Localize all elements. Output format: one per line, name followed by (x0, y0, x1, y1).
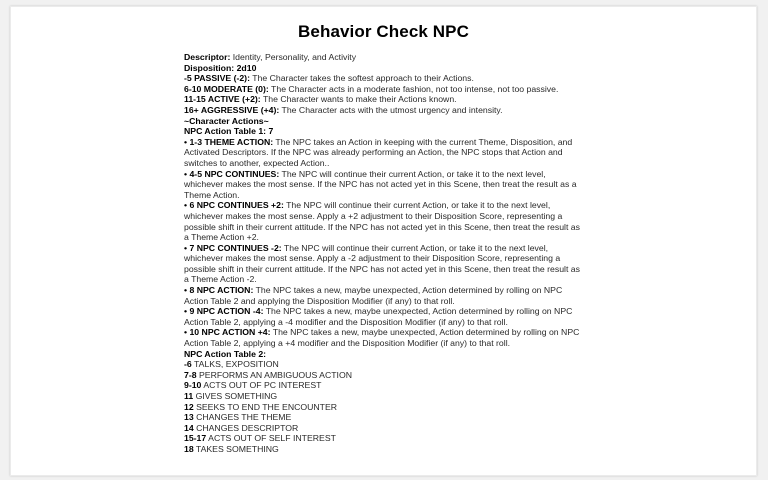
table1-heading-text: NPC Action Table 1: 7 (184, 126, 274, 137)
bullet-icon: • (184, 136, 190, 147)
table1-entry-text: The NPC takes a new, maybe unexpected, Action determined by rolling on NPC Action Table 2, applying a +4 modifier and the Disposition Modifier (if any) to that roll. (184, 327, 580, 349)
intro-line (184, 94, 580, 105)
intro-line (184, 84, 580, 95)
intro-label: 11-15 ACTIVE (+2): (184, 94, 261, 105)
page-title: Behavior Check NPC (298, 22, 469, 41)
table1-entry (184, 306, 580, 327)
intro-label: 6-10 MODERATE (0): (184, 83, 269, 94)
table2-entry (184, 433, 580, 444)
table2-entry-range: 11 (184, 391, 194, 401)
table2-entry-range: 7-8 (184, 369, 197, 380)
intro-text: The Character acts with the utmost urgency and intensity. (279, 104, 503, 115)
bullet-icon: • (184, 327, 190, 338)
table2-entry-range: 9-10 (184, 380, 202, 391)
intro-section (184, 52, 580, 116)
character-actions-heading (184, 116, 580, 127)
bullet-icon: • (184, 200, 190, 211)
table2-entry-range: 15-17 (184, 433, 207, 444)
table1-heading (184, 126, 580, 137)
table2-entry (184, 391, 580, 402)
table2-entry-action: ACTS OUT OF SELF INTEREST (206, 433, 336, 444)
intro-label: -5 PASSIVE (-2): (184, 73, 250, 84)
table2-entry-action: ACTS OUT OF PC INTEREST (201, 380, 322, 391)
table2-entry (184, 423, 580, 434)
table1-entry (184, 243, 580, 285)
table1-section (184, 137, 580, 349)
table1-entry-text: The NPC takes a new, maybe unexpected, Action determined by rolling on NPC Action Table 2, applying a -4 modifier and the Disposition Modifier (if any) to that roll. (184, 306, 573, 327)
table2-entry-action: CHANGES DESCRIPTOR (193, 422, 299, 433)
table1-entry-label: 1-3 THEME ACTION: (189, 136, 274, 147)
table2-entry (184, 412, 580, 423)
table1-entry-label: 9 NPC ACTION -4: (189, 306, 264, 317)
table1-entry-label: 6 NPC CONTINUES +2: (189, 200, 284, 211)
bullet-icon: • (184, 306, 190, 317)
table1-entry-text: The NPC will continue their current Action, or take it to the next level, whichever makes the most sense. If the NPC has not acted yet in this Scene, then treat the result as a Theme Action. (184, 168, 577, 200)
table2-entry-range: 18 (184, 443, 194, 454)
intro-line (184, 73, 580, 84)
table1-entry-label: 4-5 NPC CONTINUES: (189, 168, 280, 179)
table1-entry (184, 285, 580, 306)
table1-entry-text: The NPC takes a new, maybe unexpected, Action determined by rolling on NPC Action Table 2 and applying the Disposition Modifier (if any) to that roll. (184, 285, 563, 306)
intro-label: Descriptor: (184, 52, 231, 62)
bullet-icon: • (184, 242, 190, 253)
table2-entry-action: SEEKS TO END THE ENCOUNTER (193, 401, 338, 412)
table1-entry-text: The NPC takes an Action in keeping with the current Theme, Disposition, and Activated Descriptors. If the NPC was already performing an Action, the NPC stops that Action and switches to another, expected Action.. (184, 136, 573, 168)
table2-entry-action: TAKES SOMETHING (193, 443, 279, 454)
table2-entry-range: 12 (184, 401, 194, 412)
table2-entry-action: CHANGES THE THEME (193, 412, 292, 423)
table2-heading-text: NPC Action Table 2: (184, 348, 267, 359)
table2-entry-range: 14 (184, 422, 194, 433)
table2-section (184, 359, 580, 454)
table2-entry-action: PERFORMS AN AMBIGUOUS ACTION (196, 369, 352, 380)
table2-entry (184, 444, 580, 455)
intro-label: Disposition: 2d10 (184, 62, 257, 73)
document-body (184, 52, 580, 455)
table2-entry-action: TALKS, EXPOSITION (191, 359, 279, 370)
table2-heading (184, 349, 580, 360)
table1-entry (184, 137, 580, 169)
table2-entry-range: 13 (184, 412, 194, 423)
table1-entry (184, 200, 580, 242)
table1-entry (184, 169, 580, 201)
intro-text: The Character acts in a moderate fashion, not too intense, not too passive. (268, 83, 559, 94)
character-actions-heading-text: ~Character Actions~ (184, 115, 269, 126)
table2-entry (184, 380, 580, 391)
intro-line (184, 63, 580, 74)
table1-entry (184, 327, 580, 348)
table2-entry-action: GIVES SOMETHING (193, 391, 278, 401)
intro-label: 16+ AGGRESSIVE (+4): (184, 104, 280, 115)
table1-entry-text: The NPC will continue their current Action, or take it to the next level, whichever makes the most sense. Apply a -2 adjustment to their Disposition Score, representing a possible shift in their current attitude. If the NPC has not acted yet in this Scene, then treat the result as a Theme Action -2. (184, 242, 580, 285)
intro-text: The Character takes the softest approach to their Actions. (249, 73, 474, 84)
intro-text: Identity, Personality, and Activity (230, 52, 357, 62)
table1-entry-label: 7 NPC CONTINUES -2: (189, 242, 282, 253)
table2-entry (184, 359, 580, 370)
table1-entry-label: 8 NPC ACTION: (189, 285, 254, 296)
document-page (10, 6, 757, 476)
table1-entry-text: The NPC will continue their current Action, or take it to the next level, whichever makes the most sense. Apply a +2 adjustment to their Disposition Score, representing a possible shift in their current attitude. If the NPC has not acted yet in this Scene, then treat the result as a Theme Action +2. (184, 200, 580, 243)
bullet-icon: • (184, 285, 190, 296)
table2-entry (184, 402, 580, 413)
table2-entry-range: -6 (184, 359, 192, 370)
intro-text: The Character wants to make their Actions known. (260, 94, 457, 105)
table2-entry (184, 370, 580, 381)
intro-line (184, 52, 580, 63)
table1-entry-label: 10 NPC ACTION +4: (189, 327, 271, 338)
intro-line (184, 105, 580, 116)
bullet-icon: • (184, 168, 190, 179)
